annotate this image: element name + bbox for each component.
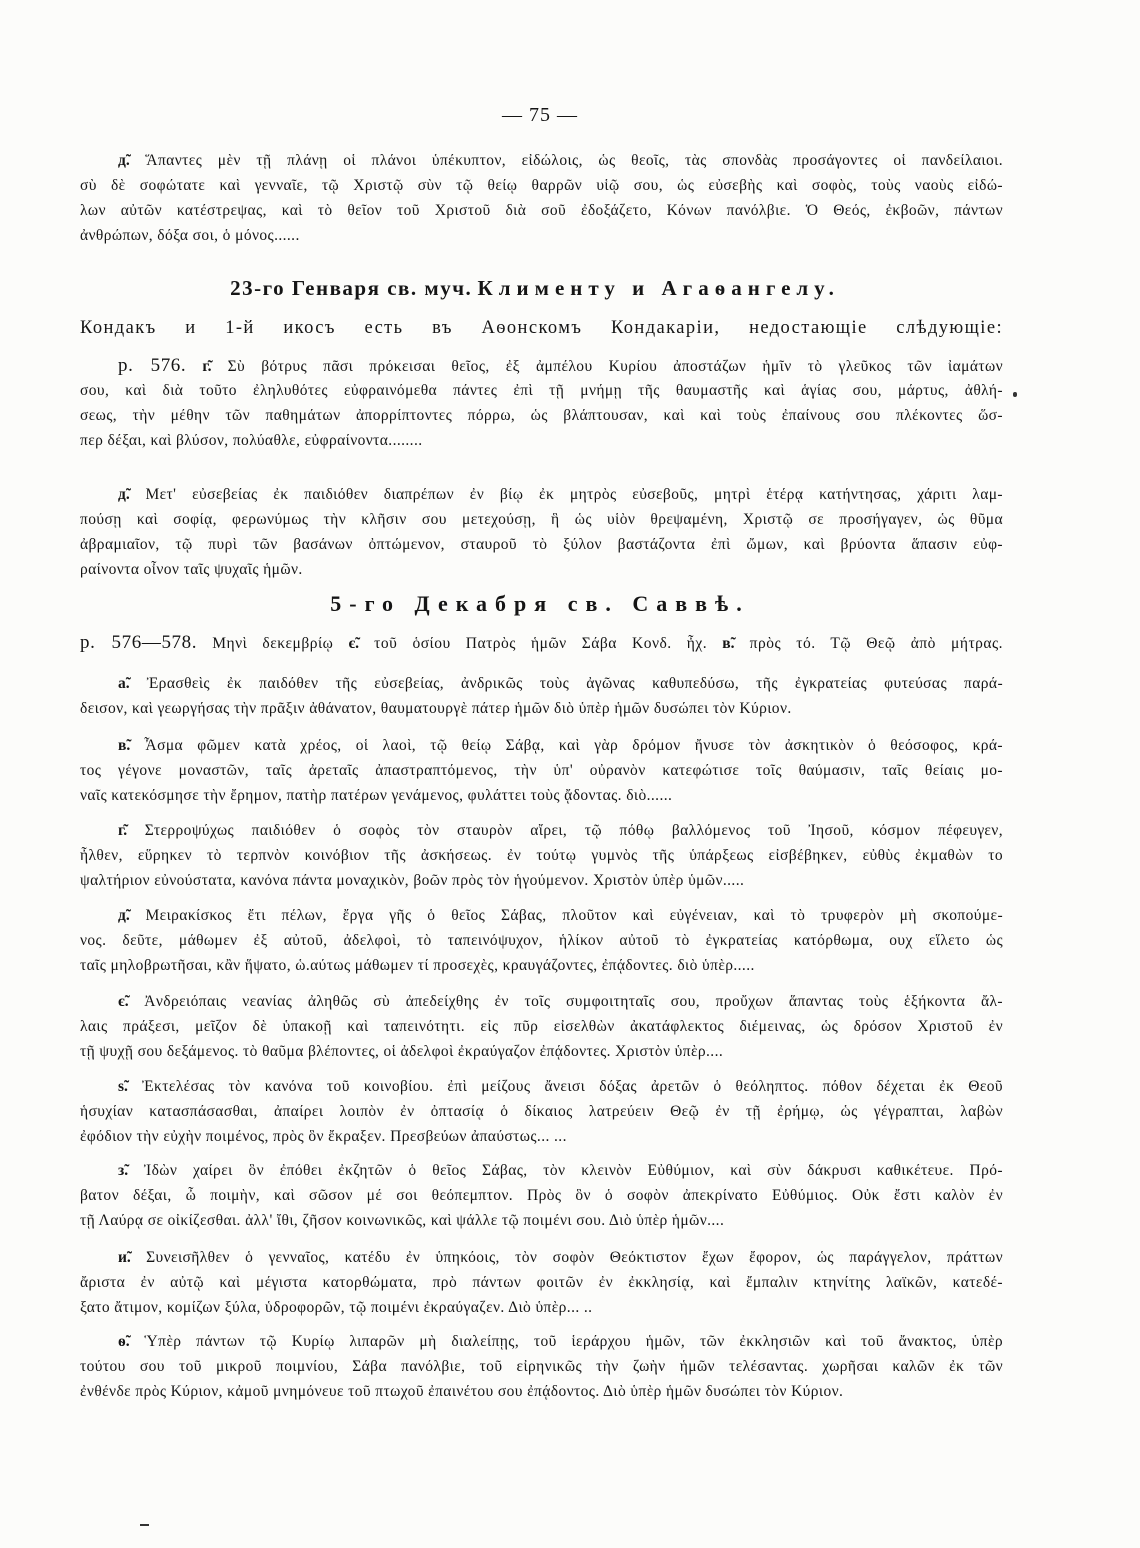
stanza: [80, 733, 1003, 808]
stanza-number: а̃.: [118, 675, 130, 692]
stanza: [80, 1245, 1003, 1320]
stanza-line: περ δέξαι, καὶ βλύσον, πολύαθλε, εὐφραίνοντα........: [80, 432, 423, 449]
stanza: [80, 1158, 1003, 1233]
stanza-line: ναῖς κατεκόσμησε τὴν ἔρημον, πατὴρ πατέρων γενάμενος, φυλάττει τοὺς ᾄδοντας. διὸ......: [80, 787, 673, 804]
stanza-text: Μειρακίσκος ἔτι πέλων, ἔργα γῆς ὁ θεῖος Σάβας, πλοῦτον καὶ εὐγένειαν, καὶ τὸ τρυφερὸν μὴ σκοπούμε-: [145, 907, 1003, 924]
stanza-number: д̃.: [118, 907, 130, 924]
stanza-line: ἐφόδιον τὴν εὐχὴν ποιμένος, πρὸς ὃν ἔκραξεν. Πρεσβεύων ἀπαύστως... ...: [80, 1128, 567, 1145]
stanza-line: [118, 353, 1003, 378]
stanza: [80, 1074, 1003, 1149]
source-part: τοῦ ὁσίου Πατρὸς ἡμῶν Σάβα Κονδ. ἦχ.: [374, 635, 708, 652]
stanza-text: Μετ' εὐσεβείας ἐκ παιδιόθεν διαπρέπων ἐν βίῳ ἐκ μητρὸς εὐσεβοῦς, μητρὶ ἑτέρᾳ κατήντησας, χάριτι λαμ-: [145, 486, 1003, 503]
section-heading: [120, 274, 950, 302]
stanza-line: [118, 1158, 1003, 1183]
stanza-line: νος. δεῦτε, μάθωμεν ἐξ αὐτοῦ, ἀδελφοὶ, τὸ ταπεινόψυχον, ἡλίκον αὐτοῦ τὸ ἐγκρατείας κατόρθωμα, ουχ εἵλετο ὡς: [80, 932, 1003, 949]
stanza-number: д̃.: [118, 152, 130, 169]
stanza: [80, 671, 1003, 721]
stanza-text: Ὑπὲρ πάντων τῷ Κυρίῳ λιπαρῶν μὴ διαλείπῃς, τοῦ ἱεράρχου ἡμῶν, τῶν ἐκκλησιῶν καὶ τοῦ ἄνακτος, ὑπὲρ: [144, 1333, 1003, 1350]
stanza: [80, 818, 1003, 893]
stanza-line: [118, 1329, 1003, 1354]
stanza-line: [118, 482, 1003, 507]
stanza-number: и̃.: [118, 1249, 131, 1266]
stanza-line: δεισον, καὶ γεωργήσας τὴν πρᾶξιν ἀθάνατον, θαυματουργὲ πάτερ ἡμῶν διὸ ὑπὲρ ἡμῶν δυσώπει τὸν Κύριον.: [80, 700, 792, 717]
stanza-text: Ἀνδρειόπαις νεανίας ἀληθῶς σὺ ἀπεδείχθης ἐν τοῖς συμφοιτηταῖς σου, προὔχων ἅπαντας τοὺς ἑξήκοντα ἄλ-: [144, 993, 1003, 1010]
stanza-line: βατον δέξαι, ὦ ποιμὴν, καὶ σῶσον μέ σοι θεόπεμπτον. Πρὸς ὃν ὁ σοφὸν ἀπεκρίνατο Εὐθύμιος. Οὐκ ἔστι καλὸν ἐν: [80, 1187, 1003, 1204]
stanza-line: [118, 1245, 1003, 1270]
stanza-text: Ἆσμα φῶμεν κατὰ χρέος, οἱ λαοὶ, τῷ θείῳ Σάβᾳ, καὶ γὰρ δρόμον ἤνυσε τὸν ἀσκητικὸν ὁ θεόσοφος, κρά-: [144, 737, 1003, 754]
stanza-line: σεως, τὴν μέθην τῶν παθημάτων ἀπορρίπτοντες πόρρω, ὡς βλάπτουσαν, καὶ καὶ τοὺς ἐπαίνους σου πλέκοντες ὥσ-: [80, 407, 1003, 424]
stanza-line: ταῖς μηλοβρωτῆσαι, κἂν ἥψατο, ὡ.αύτως μάθωμεν τί προσεχὲς, κραυγάζοντες, ἐπᾴδοντες. διὸ ὑπὲρ.....: [80, 957, 755, 974]
stanza-text: Στερροψύχως παιδιόθεν ὁ σοφὸς τὸν σταυρὸν αἴρει, τῷ πόθῳ βαλλόμενος τοῦ Ἰησοῦ, κόσμον πέφευγεν,: [144, 822, 1003, 839]
stanza-line: [118, 989, 1003, 1014]
stanza-line: [118, 903, 1003, 928]
scan-speck: [140, 1524, 149, 1526]
source-text: [80, 630, 1003, 656]
stanza-text: Ἐκτελέσας τὸν κανόνα τοῦ κοινοβίου. ἐπὶ μείζους ἄνεισι δόξας ἀρετῶν ὁ θεόληπτος. πόθον δέχεται ἐκ Θεοῦ: [142, 1078, 1003, 1095]
stanza-line: ἐνθένδε πρὸς Κύριον, κἀμοῦ μνημόνευε τοῦ πτωχοῦ ἐπαινέτου σου ἐπᾴδοντος. Διὸ ὑπὲρ ἡμῶν δυσώπει τὸν Κύριον.: [80, 1383, 844, 1400]
stanza-line: σου, καὶ διὰ τοῦτο ἐληλυθότες εὐφραινόμεθα πάντες ἐπὶ τῇ μνήμῃ τῆς θαυμαστῆς καὶ ἁγίας σου, μάρτυς, ἀθλή-: [80, 382, 1003, 399]
stanza-line: ἀβραμιαῖον, τῷ πυρὶ τῶν βασάνων ὀπτώμενον, σταυροῦ τὸ ξύλον βαστάζοντα ἐπὶ ὤμων, καὶ βρύοντα ἅπασιν εὐφ-: [80, 536, 1003, 553]
day-number: є̃.: [348, 635, 360, 652]
heading-date: 23-го Генваря св. муч.: [230, 276, 473, 300]
stanza-line: τος γέγονε μοναστῶν, ταῖς ἀρεταῖς ἀπαστραπτόμενος, τὴν ὑπ' οὐρανὸν κατεφώτισε τοῖς θαύμασιν, ταῖς θείαις μο-: [80, 762, 1003, 779]
note-text: Кондакъ и 1-й икосъ есть въ Аѳонскомъ Кондакаріи, недостающіе слѣдующіе:: [80, 318, 1003, 338]
page-reference: р. 576—578.: [80, 632, 198, 653]
source-part: Μηνὶ δεκεμβρίῳ: [212, 635, 334, 652]
stanza-line: σὺ δὲ σοφώτατε καὶ γενναῖε, τῷ Χριστῷ σὺν τῷ θείῳ θαρρῶν υἱῷ σου, ὡς εὐσεβὴς καὶ σοφὸς, τοὺς ναοὺς εἰδώ-: [80, 177, 1003, 194]
stanza-line: [118, 671, 1003, 696]
stanza: [80, 903, 1003, 978]
stanza-line: ξατο ἄτιμον, κομίζων ξύλα, ὑδροφορῶν, τῷ ποιμένι ἐκραύγαζεν. Διὸ ὑπὲρ... ..: [80, 1299, 593, 1316]
stanza: [80, 1329, 1003, 1404]
stanza-number: ѕ̃.: [118, 1078, 128, 1095]
stanza-line: [118, 733, 1003, 758]
stanza: [80, 353, 1003, 453]
stanza-text: Συνεισῆλθεν ὁ γενναῖος, κατέδυ ἐν ὑπηκόοις, τὸν σοφὸν Θεόκτιστον ἔχων ἔφορον, ὡς παράγγελον, πράττων: [146, 1249, 1003, 1266]
source-part: πρὸς τό. Τῷ Θεῷ ἀπὸ μήτρας.: [749, 635, 1003, 652]
stanza-line: [118, 1074, 1003, 1099]
heading-saints: Клименту и Агаѳангелу.: [477, 276, 840, 300]
stanza-line: ἡσυχίαν κατασπάσασθαι, ἀπαίρει λοιπὸν ἐν ὀπτασίᾳ ὁ δίκαιος λατρεύειν Θεῷ ἐν τῇ ἐρήμῳ, ὡς γέγραπται, λαβὼν: [80, 1103, 1003, 1120]
source-line: [80, 630, 1003, 656]
section-heading: 5-го Декабря св. Саввѣ.: [330, 591, 750, 616]
section-note: [80, 314, 1003, 342]
stanza-line: λων αὐτῶν κατέστρεψας, καὶ τὸ θεῖον τοῦ Χριστοῦ διὰ σοῦ ἐδοξάζετο, Κόνων πανόλβιε. Ὁ Θεός, ἐκβοῶν, πάντων: [80, 202, 1003, 219]
stanza-line: [118, 148, 1003, 173]
scan-speck: [1013, 392, 1017, 397]
stanza-line: τῇ Λαύρᾳ σε οἰκίζεσθαι. ἀλλ' ἴθι, ζῆσον κοινωνικῶς, καὶ ψάλλε τῷ ποιμένι σου. Διὸ ὑπὲρ ἡμῶν....: [80, 1212, 725, 1229]
stanza: [80, 989, 1003, 1064]
stanza-line: ραίνοντα οἶνον ταῖς ψυχαῖς ἡμῶν.: [80, 561, 303, 578]
stanza-line: ἦλθεν, εὕρηκεν τὸ τερπνὸν κοινόβιον τῆς ἀσκήσεως. ἐν τούτῳ γυμνὸς τῆς ὑπάρξεως εἰσβέβηκεν, εὐθὺς ἐκμαθὼν το: [80, 847, 1003, 864]
page-reference: р. 576.: [118, 355, 187, 376]
stanza-number: з̃.: [118, 1162, 129, 1179]
stanza-line: ἀνθρώπων, δόξα σοι, ὁ μόνος......: [80, 227, 300, 244]
stanza-text: Ἐρασθεὶς ἐκ παιδόθεν τῆς εὐσεβείας, ἀνδρικῶς τοὺς ἀγῶνας καθυπεδύσω, τῆς ἐγκρατείας φυτεύσας παρά-: [146, 675, 1003, 692]
stanza-line: τούτου σου τοῦ μικροῦ ποιμνίου, Σάβα πανόλβιε, τοῦ εἰρηνικῶς τὴν ζωὴν ἡμῶν τελέσαντας. χωρῆσαι καλῶν ἐκ τῶν: [80, 1358, 1003, 1375]
stanza-number: д̃.: [118, 486, 130, 503]
tone-number: в̃.: [722, 635, 735, 652]
stanza-text: Ἅπαντες μὲν τῇ πλάνῃ οἱ πλάνοι ὑπέκυπτον, εἰδώλοις, ὡς θεοῖς, τὰς σπονδὰς προσάγοντες οἱ πανδείλαιοι.: [145, 152, 1003, 169]
stanza-line: [118, 818, 1003, 843]
stanza-number: ѳ̃.: [118, 1333, 130, 1350]
stanza-text: Ἰδὼν χαίρει ὃν ἐπόθει ἐκζητῶν ὁ θεῖος Σάβας, τὸν κλεινὸν Εὐθύμιον, καὶ σὺν δάκρυσι καθικέτευε. Πρό-: [143, 1162, 1003, 1179]
stanza-number: г̃.: [202, 358, 212, 375]
stanza: [80, 148, 1003, 248]
stanza-line: τῇ ψυχῇ σου δεξάμενος. τὸ θαῦμα βλέποντες, οἱ ἀδελφοὶ ἐκραύγαζον ἐπᾴδοντες. Χριστὸν ὑπὲρ....: [80, 1043, 724, 1060]
stanza-line: ἄριστα ἐν αὐτῷ καὶ μέγιστα κατορθώματα, πρὸ πάντων φοιτῶν ἐν ἐκκλησίᾳ, καὶ ἔμπαλιν κτηνίτης λαϊκῶν, κατεδέ-: [80, 1274, 1003, 1291]
stanza-number: г̃.: [118, 822, 128, 839]
stanza: [80, 482, 1003, 582]
stanza-number: є̃.: [118, 993, 129, 1010]
page-number: — 75 —: [502, 104, 578, 126]
stanza-line: ψαλτήριον εὐνούστατα, κανόνα πάντα μοναχικὸν, βοῶν πρὸς τὸν ἡγούμενον. Χριστὸν ὑπὲρ ὑμῶν.....: [80, 872, 745, 889]
stanza-line: λαις πράξεσι, μεῖζον δὲ ὑπακοῇ καὶ ταπεινότητι. εἰς πῦρ εἰσελθὼν ἀκατάφλεκτος διέμεινας, ὡς δρόσον Χριστοῦ ἐν: [80, 1018, 1003, 1035]
stanza-text: Σὺ βότρυς πᾶσι πρόκεισαι θεῖος, ἐξ ἀμπέλου Κυρίου ἀποστάζων ἡμῖν τὸ γλεῦκος τῶν ἰαμάτων: [227, 358, 1003, 375]
stanza-line: πούσῃ καὶ σοφίᾳ, φερωνύμως τὴν κλῆσιν σου μετεχούσῃ, ἣ ὡς υἱὸν θρεψαμένη, Χριστῷ σε προσήγαγεν, ὡς θῦμα: [80, 511, 1003, 528]
stanza-number: в̃.: [118, 737, 131, 754]
